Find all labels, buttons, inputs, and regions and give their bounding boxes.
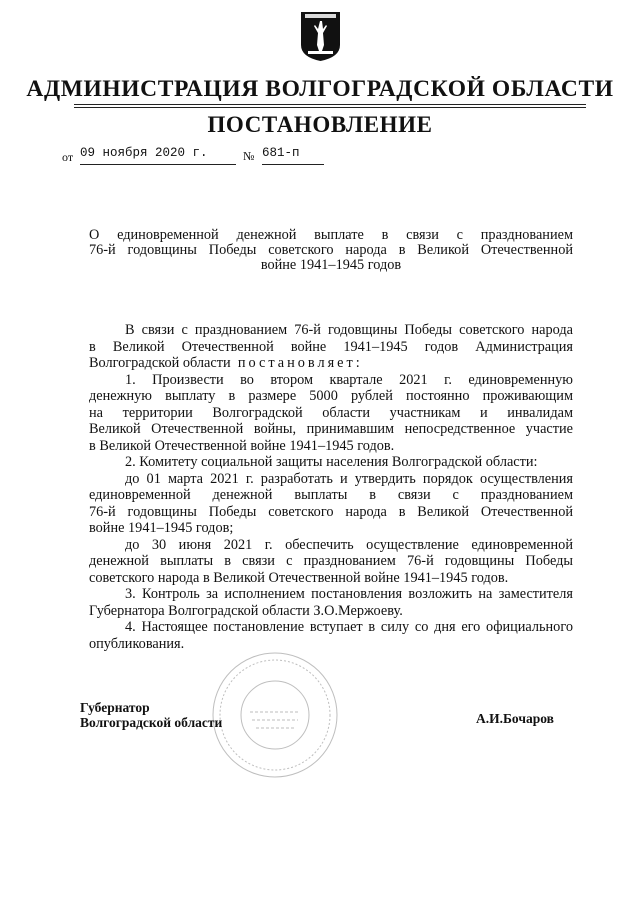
signer-position-line: Волгоградской области xyxy=(80,715,223,730)
number-value: 681-п xyxy=(262,146,324,165)
text-line: единовременной денежной выплаты в связи с празднованием xyxy=(89,487,573,503)
item-2b xyxy=(89,537,573,587)
signer-position-line: Губернатор xyxy=(80,700,150,715)
subject-line: 76-й годовщины Победы советского народа в Великой Отечественной xyxy=(89,242,573,259)
subject-line: войне 1941–1945 годов xyxy=(260,257,402,274)
text-line: В связи с празднованием 76-й годовщины Победы советского народа xyxy=(125,322,573,338)
document-subject xyxy=(89,228,573,274)
organization-title: АДМИНИСТРАЦИЯ ВОЛГОГРАДСКОЙ ОБЛАСТИ xyxy=(26,76,614,102)
item-4 xyxy=(89,619,573,652)
text-line: на территории Волгоградской области участникам и инвалидам xyxy=(89,404,573,421)
resolves-word: постановляет: xyxy=(237,355,363,371)
text-line: 3. Контроль за исполнением постановления возложить на заместителя xyxy=(125,586,573,602)
item-2 xyxy=(89,454,573,471)
item-3 xyxy=(89,586,573,619)
text-line: 2. Комитету социальной защиты населения Волгоградской области: xyxy=(125,454,538,470)
header-rule-bottom xyxy=(74,107,586,108)
official-seal-icon xyxy=(210,650,340,780)
document-type: ПОСТАНОВЛЕНИЕ xyxy=(207,112,433,137)
text-line: Волгоградской области xyxy=(89,355,231,371)
date-label: от xyxy=(62,150,74,164)
signer-position xyxy=(80,700,222,730)
text-line: войне 1941–1945 годов; xyxy=(89,520,234,536)
text-line: 76-й годовщины Победы советского народа в Великой Отечественной xyxy=(89,503,573,520)
text-line: 1. Произвести во втором квартале 2021 г. единовременную xyxy=(125,371,573,388)
text-line: денежной выплаты в связи с празднованием 76-й годовщины Победы xyxy=(89,553,573,569)
header-rule-top xyxy=(74,104,586,105)
item-1 xyxy=(89,372,573,455)
text-line: опубликования. xyxy=(89,635,185,652)
text-line: Губернатора Волгоградской области З.О.Мержоеву. xyxy=(89,602,403,619)
text-line: денежную выплату в размере 5000 рублей постоянно проживающим xyxy=(89,388,573,404)
item-2a xyxy=(89,471,573,537)
preamble xyxy=(89,322,573,372)
text-line: советского народа в Великой Отечественной войне 1941–1945 годов. xyxy=(89,569,509,586)
number-label: № xyxy=(243,149,255,163)
text-line: в Великой Отечественной войне 1941–1945 годов. xyxy=(89,437,395,454)
coat-of-arms-icon xyxy=(300,11,341,62)
subject-line: О единовременной денежной выплате в связи с празднованием xyxy=(89,227,573,243)
text-line: 4. Настоящее постановление вступает в силу со дня его официального xyxy=(125,619,573,635)
text-line: до 30 июня 2021 г. обеспечить осуществление единовременной xyxy=(125,536,573,553)
signer-name: А.И.Бочаров xyxy=(476,711,554,726)
text-line: Великой Отечественной войны, принимавшим непосредственное участие xyxy=(89,421,573,437)
date-value: 09 ноября 2020 г. xyxy=(80,146,236,165)
document-body xyxy=(89,322,573,652)
text-line: в Великой Отечественной войне 1941–1945 годов Администрация xyxy=(89,338,573,355)
text-line: до 01 марта 2021 г. разработать и утвердить порядок осуществления xyxy=(125,470,573,487)
